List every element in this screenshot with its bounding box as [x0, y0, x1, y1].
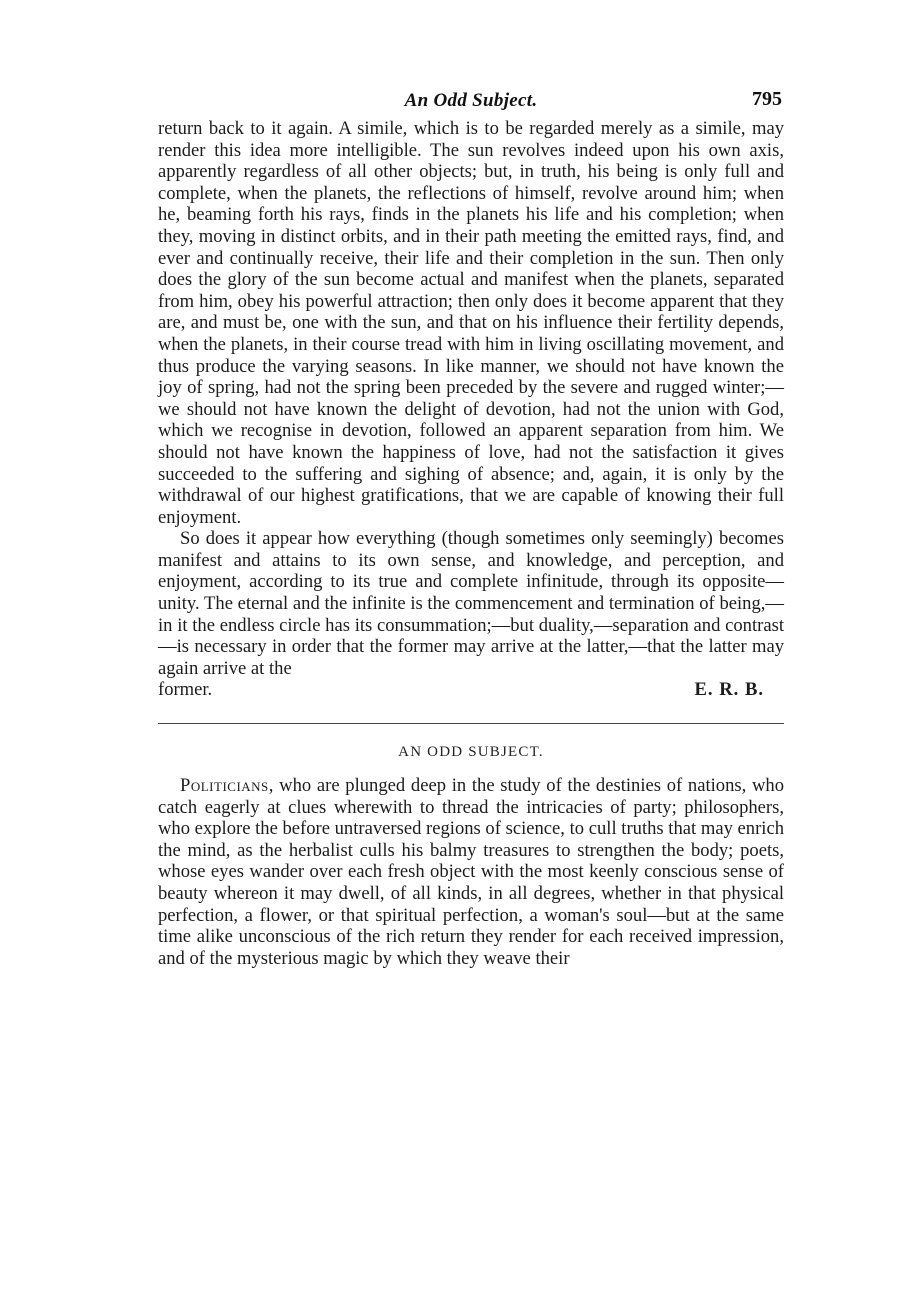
signature-line	[158, 679, 784, 701]
article-text: , who are plunged deep in the study of the destinies of nations, who catch eagerly at clues wherewith to thread the intricacies of party; philosophers, who explore the before untraversed regions of science, to cull truths that may enrich the mind, as the herbalist culls his balmy treasures to strengthen the body; poets, whose eyes wander over each fresh object with the most keenly conscious sense of beauty whereon it may dwell, of all kinds, in all degrees, whether in that physical perfection, a flower, or that spiritual perfection, a woman's soul—but at the same time alike unconscious of the rich return they render for each received impression, and of the mysterious magic by which they weave their	[158, 775, 784, 969]
author-signature: E. R. B.	[694, 679, 764, 701]
article-body	[158, 775, 784, 969]
paragraph-continued: return back to it again. A simile, which is to be regarded merely as a simile, may render this idea more intelligible. The sun revolves indeed upon his own axis, apparently regardless of all other objects; but, in truth, his being is only full and complete, when the planets, the reflections of himself, revolve around him; when he, beaming forth his rays, finds in the planets his life and his completion; when they, moving in distinct orbits, and in their path meeting the emitted rays, find, and ever and continually receive, their life and their completion in the sun. Then only does the glory of the sun become actual and manifest when the planets, separated from him, obey his powerful attraction; then only does it become apparent that they are, and must be, one with the sun, and that on his influence their fertility depends, when the planets, in their course tread with him in living oscillating movement, and thus produce the varying seasons. In like manner, we should not have known the joy of spring, had not the spring been preceded by the severe and rugged winter;—we should not have known the delight of devotion, had not the union with God, which we recognise in devotion, followed an apparent separation from him. We should not have known the happiness of love, had not the satisfaction it gives succeeded to the suffering and sighing of absence; and, again, it is only by the withdrawal of our highest gratifications, that we are capable of knowing their full enjoyment.	[158, 118, 784, 528]
page-number: 795	[752, 88, 782, 110]
document-page	[158, 88, 784, 969]
lead-word: Politicians	[180, 775, 269, 797]
running-head	[158, 88, 784, 118]
paragraph-closing: So does it appear how everything (though sometimes only seemingly) becomes manifest and attains to its own sense, and knowledge, and perception, and enjoyment, according to its true and complete infinitude, through its opposite—unity. The eternal and the infinite is the commencement and termination of being,—in it the endless circle has its consummation;—but duality,—separation and contrast—is necessary in order that the former may arrive at the latter,—that the latter may again arrive at the	[158, 528, 784, 679]
running-title: An Odd Subject.	[404, 90, 538, 111]
closing-word: former.	[158, 679, 213, 701]
article-title: AN ODD SUBJECT.	[398, 744, 544, 761]
section-divider	[158, 723, 784, 724]
article-paragraph	[158, 775, 784, 969]
previous-article	[158, 118, 784, 701]
